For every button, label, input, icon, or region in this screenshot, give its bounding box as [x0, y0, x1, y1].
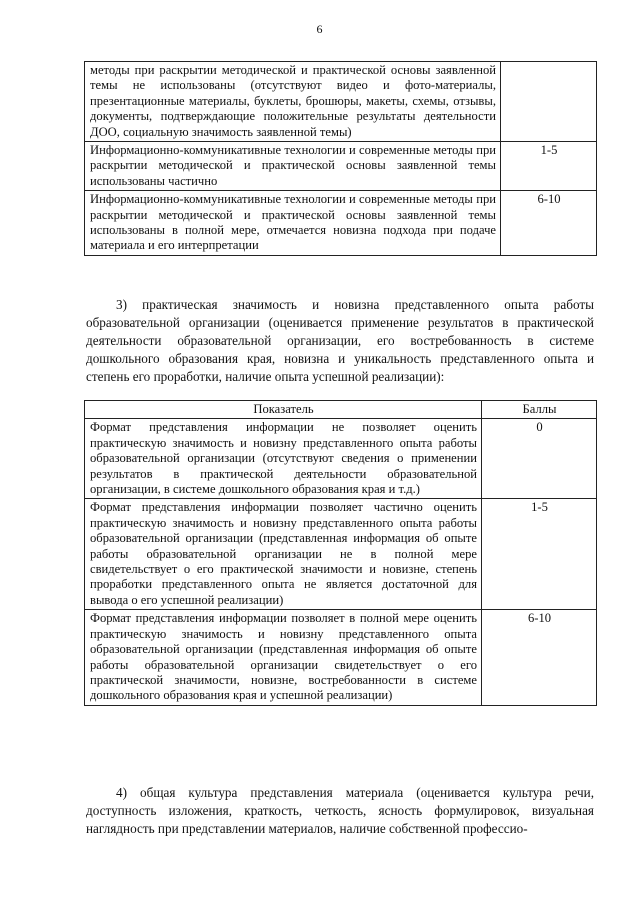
score-header: Баллы	[482, 401, 597, 419]
criteria-table-2	[84, 61, 597, 256]
score-cell: 6-10	[501, 191, 597, 256]
score-cell: 6-10	[482, 610, 597, 705]
score-cell	[501, 62, 597, 142]
table-row	[85, 142, 597, 191]
indicator-cell: методы при раскрытии методической и практической основы заявленной темы не использованы (отсутствуют видео и фото-материалы, презентационные материалы, буклеты, брошюры, макеты, схемы, отзывы, документы, подтверждающие положительные результаты деятельности ДОО, социальную значимость заявленной темы)	[85, 62, 501, 142]
criterion-3-paragraph: 3) практическая значимость и новизна представленного опыта работы образовательной организации (оценивается применение результатов в практической деятельности образовательной организации, его востребованность в системе дошкольного образования края, новизна и уникальность представленного опыта и степень его проработки, наличие опыта успешной реализации):	[86, 297, 594, 384]
indicator-cell: Информационно-коммуникативные технологии и современные методы при раскрытии методической и практической основы заявленной темы использованы частично	[85, 142, 501, 191]
indicator-header: Показатель	[85, 401, 482, 419]
table-header-row	[85, 401, 597, 419]
table-row	[85, 499, 597, 610]
indicator-cell: Информационно-коммуникативные технологии и современные методы при раскрытии методической и практической основы заявленной темы использованы в полной мере, отмечается новизна подхода при подаче материала и его интерпретации	[85, 191, 501, 256]
indicator-cell: Формат представления информации не позволяет оценить практическую значимость и новизну представленного опыта работы образовательной организации (отсутствуют сведения о применении результатов в практической деятельности образовательной организации, в системе дошкольного образования края и т.д.)	[85, 419, 482, 499]
indicator-cell: Формат представления информации позволяет частично оценить практическую значимость и новизну представленного опыта работы образовательной организации (представленная информация об опыте работы образовательной организации не в полной мере свидетельствует о его практической значимости и новизне, степень проработки представленного опыта не является достаточной для вывода о его успешной реализации)	[85, 499, 482, 610]
table-row	[85, 419, 597, 499]
score-cell: 1-5	[482, 499, 597, 610]
score-cell: 1-5	[501, 142, 597, 191]
table-row	[85, 62, 597, 142]
table-row	[85, 610, 597, 705]
table-row	[85, 191, 597, 256]
criterion-4-paragraph: 4) общая культура представления материала (оценивается культура речи, доступность изложения, краткость, четкость, ясность формулировок, визуальная наглядность при представлении материалов, наличие собственной профессио-	[86, 785, 594, 836]
score-cell: 0	[482, 419, 597, 499]
indicator-cell: Формат представления информации позволяет в полной мере оценить практическую значимость и новизну представленного опыта образовательной организации (представленная информация об опыте работы образовательной организации свидетельствует о его практической значимости, новизне, востребованности в системе дошкольного образования края и успешной реализации)	[85, 610, 482, 705]
page-number: 6	[316, 22, 323, 36]
criteria-table-3	[84, 400, 597, 706]
